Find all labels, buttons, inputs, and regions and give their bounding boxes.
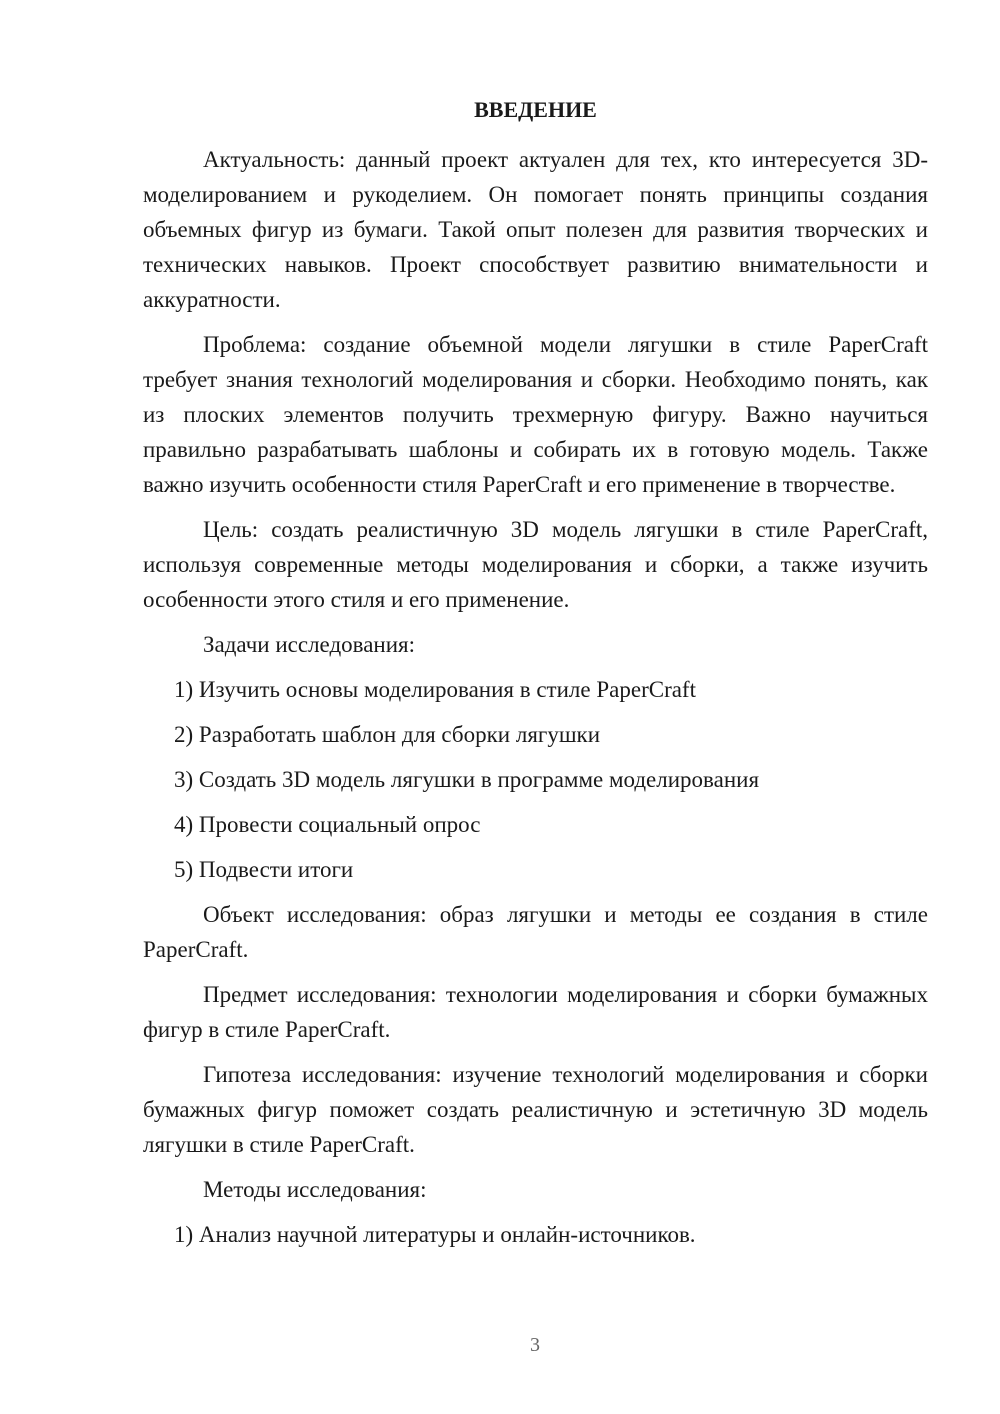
tasks-list [143,672,928,887]
document-body [143,92,928,1262]
methods-heading: Методы исследования: [203,1177,427,1202]
paragraph-problem: Проблема: создание объемной модели лягушки в стиле PaperCraft требует знания технологий моделирования и сборки. Необходимо понять, как из плоских элементов получить трехмерную фигуру. Важно научиться правильно разрабатывать шаблоны и собирать их в готовую модель. Также важно изучить особенности стиля PaperCraft и его применение в творчестве. [143,332,928,497]
paragraph-hypothesis: Гипотеза исследования: изучение технологий моделирования и сборки бумажных фигур поможет создать реалистичную и эстетичную 3D модель лягушки в стиле PaperCraft. [143,1062,928,1157]
list-item: 1) Анализ научной литературы и онлайн-источников. [174,1222,696,1247]
list-item: 5) Подвести итоги [174,857,354,882]
paragraph-relevance: Актуальность: данный проект актуален для тех, кто интересуется 3D-моделированием и рукоделием. Он помогает понять принципы создания объемных фигур из бумаги. Такой опыт полезен для развития творческих и технических навыков. Проект способствует развитию внимательности и аккуратности. [143,147,928,312]
list-item: 4) Провести социальный опрос [174,812,481,837]
methods-list [143,1217,928,1252]
tasks-heading: Задачи исследования: [203,632,416,657]
list-item: 2) Разработать шаблон для сборки лягушки [174,722,601,747]
list-item: 3) Создать 3D модель лягушки в программе моделирования [174,767,760,792]
list-item: 1) Изучить основы моделирования в стиле PaperCraft [174,677,696,702]
paragraph-object: Объект исследования: образ лягушки и методы ее создания в стиле PaperCraft. [143,902,928,962]
page-number: 3 [530,1334,540,1356]
paragraph-subject: Предмет исследования: технологии моделирования и сборки бумажных фигур в стиле PaperCraft. [143,982,928,1042]
page-title: ВВЕДЕНИЕ [474,97,597,122]
paragraph-goal: Цель: создать реалистичную 3D модель лягушки в стиле PaperCraft, используя современные методы моделирования и сборки, а также изучить особенности этого стиля и его применение. [143,517,928,612]
